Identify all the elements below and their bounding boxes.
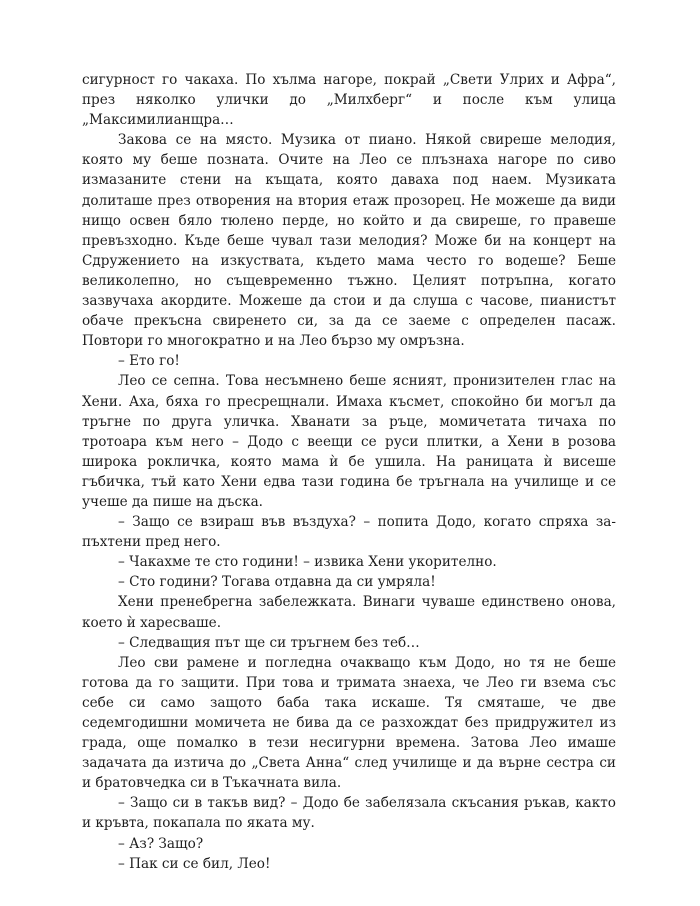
paragraph-9: – Следващия път ще си тръгнем без теб…	[118, 634, 420, 651]
paragraph-4: Лео се сепна. Това несъмнено беше ясният, пронизителен глас на Хени. Аха, бяха го пресрещнали. Имаха късмет, спокойно би могъл да тръгне по друга уличка. Хванати за ръце, момичетата тичаха по тротоара към него – Додо с веещи се руси плитки, а Хени в розова широка рокличка, която мама ѝ бе ушила. На раницата ѝ висеше гъбичка, тъй като Хени едва тази година бе тръгнала на училище и се учеше да пише на дъска.	[82, 373, 616, 510]
paragraph-12: – Аз? Защо?	[118, 835, 204, 852]
paragraph-10: Лео сви рамене и погледна очакващо към Додо, но тя не беше готова да го защити. При това и тримата знаеха, че Лео ги взема със себе си само защото баба така искаше. Тя смяташе, че две седемгодишни момичета не бива да се разхождат без придружител из града, още помалко в тези несигурни времена. Затова Лео имаше задачата да изтича до „Света Анна“ след училище и да върне сестра си и братовчедка си в Тъкачната вила.	[82, 654, 616, 792]
paragraph-2: Закова се на място. Музика от пиано. Някой свиреше мелодия, която му беше позната. Очите на Лео се плъзнаха нагоре по сиво измазаните стени на къщата, която даваха под наем. Музиката долиташе през отворения на втория етаж прозорец. Не можеше да види нищо освен бяло тюлено перде, но който и да свиреше, го правеше превъзходно. Къде беше чувал тази мелодия? Може би на концерт на Сдружението на изкуствата, където мама често го водеше? Беше великолепно, но същевременно тъжно. Целият потръпна, когато зазвучаха акордите. Можеше да стои и да слуша с часове, пианистът обаче прекъсна свиренето си, за да се заеме с определен пасаж. Повтори го многократно и на Лео бързо му омръзна.	[82, 132, 616, 350]
paragraph-8: Хени пренебрегна забележката. Винаги чуваше единствено онова, което ѝ харесваше.	[82, 594, 616, 631]
paragraph-3: – Ето го!	[118, 353, 180, 370]
paragraph-11: – Защо си в такъв вид? – Додо бе забелязала скъсания ръкав, както и кръвта, покапала по яката му.	[82, 795, 616, 832]
document-page	[82, 70, 616, 874]
paragraph-1: сигурност го чакаха. По хълма нагоре, покрай „Свети Улрих и Афра“, през няколко улички до „Милхберг“ и после към улица „Максимилианщра…	[82, 72, 616, 129]
paragraph-7: – Сто години? Тогава отдавна да си умряла!	[118, 574, 436, 591]
paragraph-5: – Защо се взираш във въздуха? – попита Додо, когато спряха запъхтени пред него.	[82, 514, 616, 551]
paragraph-6: – Чакахме те сто години! – извика Хени укорително.	[118, 554, 497, 571]
paragraph-13: – Пак си се бил, Лео!	[118, 855, 271, 872]
